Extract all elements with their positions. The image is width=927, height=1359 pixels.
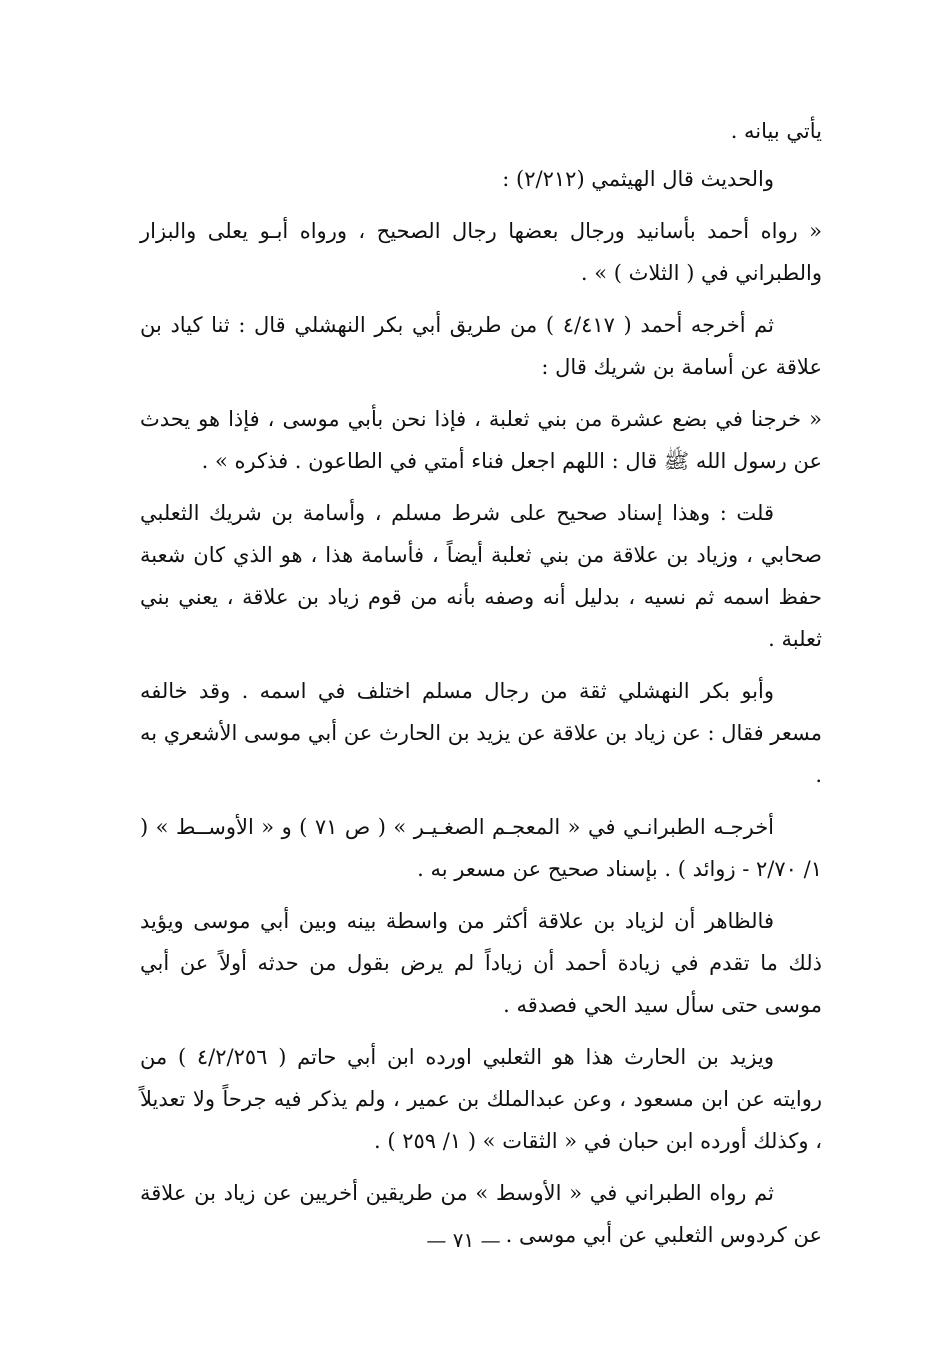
body-text <box>140 110 822 1266</box>
paragraph-hadith-text: « خرجنا في بضع عشرة من بني ثعلبة ، فإذا نحن بأبي موسى ، فإذا هو يحدث عن رسول الله ﷺ قال : اللهم اجعل فناء أمتي في الطاعون . فذكره » . <box>140 407 822 473</box>
paragraph-awsat-narration: ثم رواه الطبراني في « الأوسط » من طريقين أخريين عن زياد بن علاقة عن كردوس الثعلبي عن أبي موسى . <box>140 1181 822 1247</box>
paragraph-continuation: يأتي بيانه . <box>730 119 822 143</box>
paragraph-conclusion: فالظاهر أن لزياد بن علاقة أكثر من واسطة بينه وبين أبي موسى ويؤيد ذلك ما تقدم في زيادة أحمد أن زياداً لم يرض بقول من حدثه أولاً عن أبي موسى حتى سأل سيد الحي فصدقه . <box>140 909 822 1017</box>
paragraph-tabarani-source: أخرجـه الطبرانـي في « المعجـم الصغـيـر » ( ص ٧١ ) و « الأوســط » ( ١/ ٢/٧٠ - زوائد ) . بإسناد صحيح عن مسعر به . <box>140 815 822 881</box>
paragraph-nahshali: وأبو بكر النهشلي ثقة من رجال مسلم اختلف في اسمه . وقد خالفه مسعر فقال : عن زياد بن علاقة عن يزيد بن الحارث عن أبي موسى الأشعري به . <box>140 679 822 787</box>
paragraph-author-comment: قلت : وهذا إسناد صحيح على شرط مسلم ، وأسامة بن شريك الثعلبي صحابي ، وزياد بن علاقة من بني ثعلبة أيضاً ، فأسامة هذا ، هو الذي كان شعبة حفظ اسمه ثم نسيه ، بدليل أنه وصفه بأنه من قوم زياد بن علاقة ، يعني بني ثعلبة . <box>140 501 822 651</box>
paragraph-haythami-quote: « رواه أحمد بأسانيد ورجال بعضها رجال الصحيح ، ورواه أبـو يعلى والبزار والطبراني في ( الثلاث ) » . <box>140 219 822 285</box>
paragraph-haythami-quote-intro: والحديث قال الهيثمي (٢/٢١٢) : <box>502 167 774 191</box>
page-number: — ٧١ — <box>426 1228 501 1252</box>
paragraph-ahmad-narration: ثم أخرجه أحمد ( ٤/٤١٧ ) من طريق أبي بكر النهشلي قال : ثنا كياد بن علاقة عن أسامة بن شريك قال : <box>140 313 822 379</box>
paragraph-yazid-bin-harith: ويزيد بن الحارث هذا هو الثعلبي اورده ابن أبي حاتم ( ٤/٢/٢٥٦ ) من روايته عن ابن مسعود ، وعن عبدالملك بن عمير ، ولم يذكر فيه جرحاً ولا تعديلاً ، وكذلك أورده ابن حبان في « الثقات » ( ١/ ٢٥٩ ) . <box>140 1045 822 1153</box>
